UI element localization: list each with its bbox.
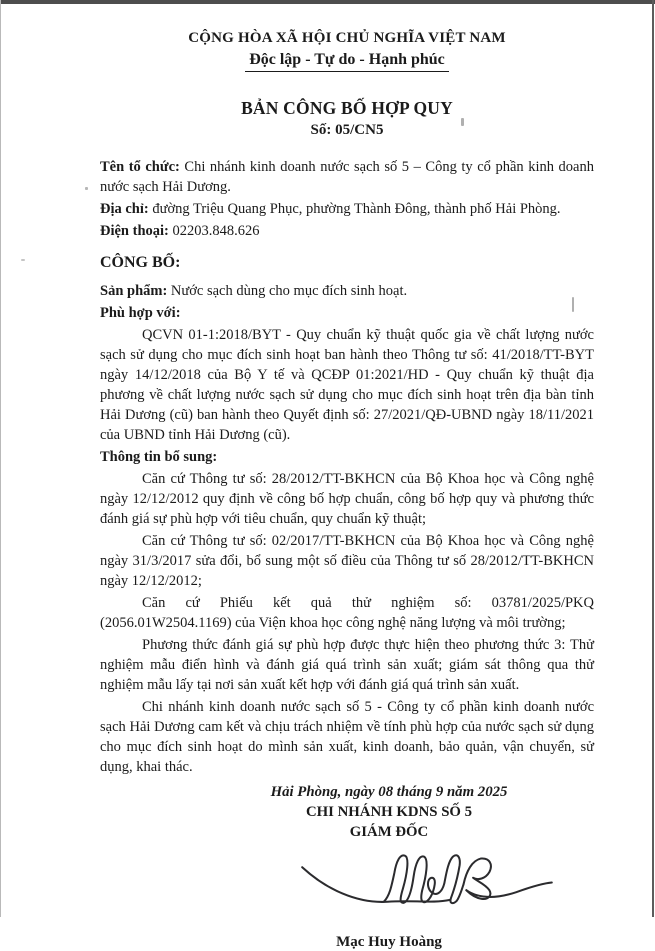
signer-title-line: GIÁM ĐỐC xyxy=(349,824,429,840)
document-number: Số: 05/CN5 xyxy=(310,122,384,138)
document-body xyxy=(100,157,594,777)
product-label: Sản phẩm: xyxy=(100,283,168,299)
document-content xyxy=(100,30,594,951)
additional-paragraph: Căn cứ Thông tư số: 28/2012/TT-BKHCN của Bộ Khoa học và Công nghệ ngày 12/12/2012 quy định về công bố hợp chuẩn, công bố hợp quy và phương thức đánh giá sự phù hợp với tiêu chuẩn, quy chuẩn kỹ thuật; xyxy=(100,471,594,527)
product-value: Nước sạch dùng cho mục đích sinh hoạt. xyxy=(167,283,408,299)
additional-paragraph: Phương thức đánh giá sự phù hợp được thực hiện theo phương thức 3: Thử nghiệm mẫu điển hình và đánh giá quá trình sản xuất; giám sát thông qua thử nghiệm mẫu lấy tại nơi sản xuất kết hợp với đánh giá quá trình sản xuất. xyxy=(100,637,594,693)
additional-paragraph: Căn cứ Thông tư số: 02/2017/TT-BKHCN của Bộ Khoa học và Công nghệ ngày 31/3/2017 sửa đổi, bổ sung một số điều của Thông tư số 28/2012/TT-BKHCN ngày 12/12/2012; xyxy=(100,533,594,589)
national-header-line: CỘNG HÒA XÃ HỘI CHỦ NGHĨA VIỆT NAM xyxy=(188,30,506,46)
org-address-field xyxy=(100,199,594,219)
national-motto-line xyxy=(100,51,594,72)
org-address-label: Địa chỉ: xyxy=(100,201,149,217)
scan-edge-left xyxy=(0,0,1,917)
signature-scribble xyxy=(292,848,562,920)
scan-artifact xyxy=(85,187,88,190)
org-phone-value: 02203.848.626 xyxy=(168,223,260,239)
org-name-field xyxy=(100,157,594,197)
additional-paragraph: Chi nhánh kinh doanh nước sạch số 5 - Công ty cổ phần kinh doanh nước sạch Hải Dương cam kết và chịu trách nhiệm về tính phù hợp của nước sạch sử dụng cho mục đích sinh hoạt do mình sản xuất, kinh doanh, bảo quản, vận chuyển, sử dụng, khai thác. xyxy=(100,699,594,775)
org-address-value: đường Triệu Quang Phục, phường Thành Đông, thành phố Hải Phòng. xyxy=(148,201,561,217)
signature-area xyxy=(184,848,594,920)
signing-org-line: CHI NHÁNH KDNS SỐ 5 xyxy=(305,804,473,820)
conformity-heading: Phù hợp với: xyxy=(100,305,181,321)
product-field xyxy=(100,281,594,301)
additional-info-heading: Thông tin bổ sung: xyxy=(100,449,218,465)
org-phone-field xyxy=(100,221,594,241)
scan-edge-right xyxy=(652,0,654,917)
scan-edge-top xyxy=(0,0,655,4)
conformity-paragraph: QCVN 01-1:2018/BYT - Quy chuẩn kỹ thuật quốc gia về chất lượng nước sạch sử dụng cho mục đích sinh hoạt ban hành theo Thông tư số: 41/2018/TT-BYT ngày 14/12/2018 của Bộ Y tế và QCĐP 01:2021/HD - Quy chuẩn kỹ thuật địa phương về chất lượng nước sạch sử dụng cho mục đích sinh hoạt trên địa bàn tỉnh Hải Dương (cũ) ban hành theo Quyết định số: 27/2021/QĐ-UBND ngày 18/11/2021 của UBND tỉnh Hải Dương (cũ). xyxy=(100,327,594,443)
place-date-line: Hải Phòng, ngày 08 tháng 9 năm 2025 xyxy=(270,784,508,800)
org-name-value: Chi nhánh kinh doanh nước sạch số 5 – Công ty cổ phần kinh doanh nước sạch Hải Dương. xyxy=(100,159,594,195)
scan-artifact xyxy=(21,259,25,261)
signature-block xyxy=(184,783,594,951)
org-phone-label: Điện thoại: xyxy=(100,223,169,239)
document-title: BẢN CÔNG BỐ HỢP QUY xyxy=(241,98,453,118)
additional-paragraph: Căn cứ Phiếu kết quả thử nghiệm số: 03781/2025/PKQ (2056.01W2504.1169) của Viện khoa học công nghệ năng lượng và môi trường; xyxy=(100,595,594,631)
declaration-section-heading: CÔNG BỐ: xyxy=(100,254,181,271)
national-motto-text: Độc lập - Tự do - Hạnh phúc xyxy=(245,51,449,72)
org-name-label: Tên tổ chức: xyxy=(100,159,180,175)
signer-name: Mạc Huy Hoàng xyxy=(336,934,442,950)
